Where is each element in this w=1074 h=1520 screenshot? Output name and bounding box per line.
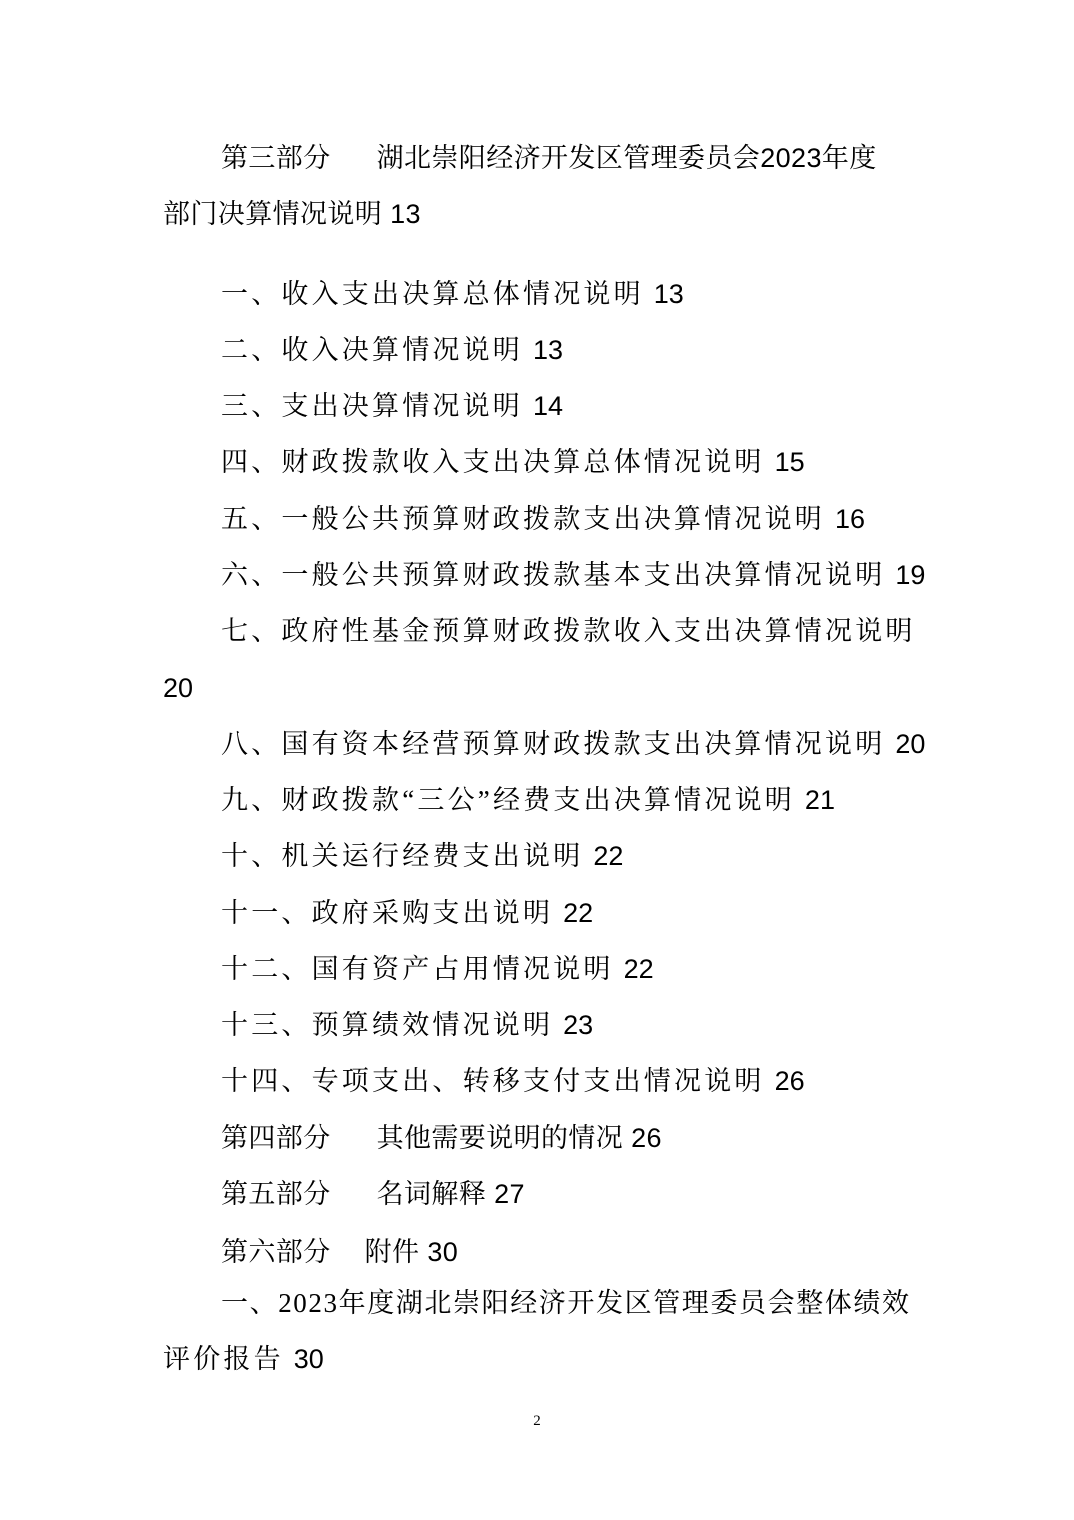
page-number: 2: [533, 1413, 541, 1429]
toc-item-11[interactable]: [221, 896, 593, 930]
toc-item-text: 九、财政拨款“三公”经费支出决算情况说明: [221, 785, 795, 815]
toc-item-text: 十四、专项支出、转移支付支出情况说明: [221, 1066, 765, 1096]
toc-item-2[interactable]: [221, 333, 563, 367]
toc-part6-heading[interactable]: [221, 1235, 458, 1269]
toc-part5-label: 第五部分: [221, 1179, 331, 1209]
toc-item-page: 22: [623, 954, 654, 984]
toc-part6-title: 附件: [364, 1237, 420, 1267]
toc-item-page: 16: [834, 504, 865, 534]
toc-item-page: 14: [532, 391, 563, 421]
toc-item-12[interactable]: [221, 952, 654, 986]
toc-item-page: 22: [593, 841, 624, 871]
toc-part6-label: 第六部分: [221, 1237, 331, 1267]
toc-item-text: 五、一般公共预算财政拨款支出决算情况说明: [221, 504, 825, 534]
toc-item-9[interactable]: [221, 783, 835, 817]
toc-item-1[interactable]: [221, 277, 684, 311]
toc-item-3[interactable]: [221, 389, 563, 423]
toc-item-8[interactable]: [221, 727, 925, 761]
toc-part5-heading[interactable]: [221, 1177, 525, 1211]
toc-item-text: 七、政府性基金预算财政拨款收入支出决算情况说明: [221, 616, 916, 646]
toc-attachment-line1[interactable]: [221, 1286, 911, 1320]
toc-part3-heading-line1[interactable]: [221, 141, 877, 175]
toc-item-text: 六、一般公共预算财政拨款基本支出决算情况说明: [221, 560, 886, 590]
toc-item-text: 一、收入支出决算总体情况说明: [221, 279, 644, 309]
toc-attachment-text-continued: 评价报告: [163, 1344, 284, 1374]
toc-part3-page: 13: [390, 199, 421, 229]
toc-item-page: 13: [653, 279, 684, 309]
toc-item-page: 13: [532, 335, 563, 365]
toc-item-14[interactable]: [221, 1064, 805, 1098]
toc-item-6[interactable]: [221, 558, 925, 592]
toc-item-text: 二、收入决算情况说明: [221, 335, 523, 365]
toc-item-text: 八、国有资本经营预算财政拨款支出决算情况说明: [221, 729, 886, 759]
toc-item-10[interactable]: [221, 839, 623, 873]
toc-part4-label: 第四部分: [221, 1123, 331, 1153]
toc-attachment-page: 30: [293, 1344, 324, 1374]
toc-attachment-text: 一、2023年度湖北崇阳经济开发区管理委员会整体绩效: [221, 1288, 911, 1318]
toc-item-page: 22: [563, 898, 594, 928]
toc-part3-title-continued: 部门决算情况说明: [163, 199, 383, 229]
toc-part3-heading-line2[interactable]: [163, 197, 421, 231]
toc-part5-title: 名词解释: [376, 1179, 487, 1209]
toc-item-page: 20: [163, 673, 194, 703]
toc-item-page: 21: [804, 785, 835, 815]
toc-item-text: 三、支出决算情况说明: [221, 391, 523, 421]
toc-item-13[interactable]: [221, 1008, 593, 1042]
toc-item-text: 十、机关运行经费支出说明: [221, 841, 584, 871]
toc-item-5[interactable]: [221, 502, 865, 536]
toc-item-text: 十二、国有资产占用情况说明: [221, 954, 614, 984]
toc-item-page: 19: [895, 560, 926, 590]
toc-item-page: 20: [895, 729, 926, 759]
toc-part3-label: 第三部分: [221, 143, 331, 173]
toc-item-text: 十三、预算绩效情况说明: [221, 1010, 554, 1040]
toc-part6-page: 30: [427, 1237, 459, 1267]
toc-part4-heading[interactable]: [221, 1121, 662, 1155]
toc-item-page: 26: [774, 1066, 805, 1096]
toc-item-text: 十一、政府采购支出说明: [221, 898, 554, 928]
toc-item-page: 23: [563, 1010, 594, 1040]
toc-part3-title: 湖北崇阳经济开发区管理委员会2023年度: [376, 143, 877, 173]
toc-item-4[interactable]: [221, 445, 805, 479]
toc-part5-page: 27: [494, 1179, 525, 1209]
toc-part4-title: 其他需要说明的情况: [376, 1123, 624, 1153]
toc-item-7-page-line[interactable]: [163, 671, 193, 705]
toc-part4-page: 26: [631, 1123, 662, 1153]
toc-item-7[interactable]: [221, 614, 916, 648]
toc-attachment-line2[interactable]: [163, 1342, 324, 1376]
toc-item-text: 四、财政拨款收入支出决算总体情况说明: [221, 447, 765, 477]
toc-item-page: 15: [774, 447, 805, 477]
